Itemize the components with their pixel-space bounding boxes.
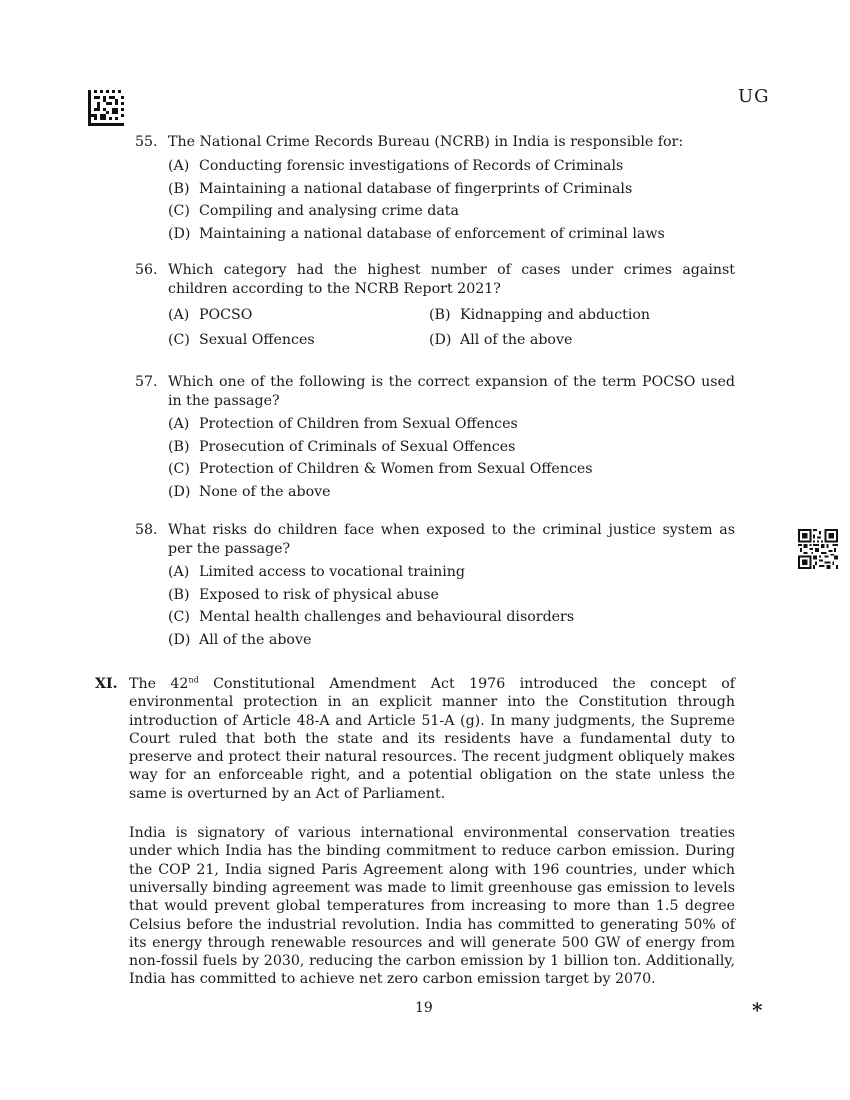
option-a — [168, 305, 429, 325]
section-number: XI. — [95, 676, 118, 692]
question-55 — [135, 133, 735, 245]
option-c — [168, 606, 735, 629]
option-text: All of the above — [460, 332, 573, 348]
question-text: Which one of the following is the correct expansion of the term POCSO used in the passage? — [168, 374, 735, 409]
option-label: (D) — [168, 225, 191, 242]
option-text: Conducting forensic investigations of Records of Criminals — [199, 158, 624, 174]
option-label: (B) — [168, 586, 190, 603]
footer-mark: * — [752, 998, 763, 1022]
option-a — [168, 155, 735, 178]
question-56 — [135, 261, 735, 350]
option-label: (C) — [168, 461, 190, 477]
page-tag: UG — [738, 86, 770, 107]
passage-paragraph-1 — [129, 675, 735, 803]
option-label: (A) — [168, 416, 190, 432]
option-label: (C) — [168, 203, 190, 219]
option-text: Kidnapping and abduction — [460, 307, 651, 323]
question-57 — [135, 373, 735, 503]
question-number: 56. — [135, 262, 158, 278]
option-d — [168, 629, 735, 652]
question-number: 55. — [135, 134, 158, 150]
option-b — [168, 584, 735, 607]
option-label: (D) — [168, 631, 191, 648]
option-label: (B) — [168, 438, 190, 455]
option-label: (D) — [429, 332, 452, 348]
question-number: 58. — [135, 522, 158, 538]
option-b — [168, 178, 735, 201]
option-label: (A) — [168, 158, 190, 174]
option-d — [168, 223, 735, 246]
option-a — [168, 413, 735, 436]
option-c — [168, 458, 735, 481]
option-text: Sexual Offences — [199, 332, 315, 348]
option-text: Prosecution of Criminals of Sexual Offences — [199, 438, 516, 455]
question-number: 57. — [135, 374, 158, 390]
question-text: What risks do children face when exposed to the criminal justice system as per the passage? — [168, 522, 735, 557]
option-text: Maintaining a national database of fingerprints of Criminals — [199, 180, 633, 197]
option-text: Mental health challenges and behavioural disorders — [199, 609, 575, 625]
ordinal-suffix: nd — [188, 675, 199, 685]
option-c — [168, 200, 735, 223]
option-text: None of the above — [199, 483, 331, 500]
option-a — [168, 561, 735, 584]
option-text: Exposed to risk of physical abuse — [199, 586, 439, 603]
option-text: Protection of Children from Sexual Offences — [199, 416, 518, 432]
question-text: Which category had the highest number of cases under crimes against children according to the NCRB Report 2021? — [168, 262, 735, 297]
passage-text: The 42 — [129, 676, 189, 692]
passage-paragraph-2: India is signatory of various international environmental conservation treaties under which India has the binding commitment to reduce carbon emission. During the COP 21, India signed Paris Agreement along with 196 countries, under which universally binding agreement was made to limit greenhouse gas emission to levels that would prevent global temperatures from increasing to more than 1.5 degree Celsius before the industrial revolution. India has committed to generating 50% of its energy through renewable resources and will generate 500 GW of energy from non-fossil fuels by 2030, reducing the carbon emission by 1 billion ton. Additionally, India has committed to achieve net zero carbon emission target by 2070. — [129, 825, 735, 988]
passage-section-xi — [95, 675, 735, 989]
option-c — [168, 330, 429, 350]
barcode-icon — [88, 90, 124, 126]
option-b — [168, 436, 735, 459]
options-grid — [168, 305, 735, 350]
page-number: 19 — [415, 1000, 433, 1016]
option-text: POCSO — [199, 307, 253, 323]
option-text: Maintaining a national database of enforcement of criminal laws — [199, 225, 665, 242]
option-b — [429, 305, 689, 325]
question-58 — [135, 521, 735, 651]
passage-text: Constitutional Amendment Act 1976 introduced the concept of environmental protection in an explicit manner into the Constitution through introduction of Article 48-A and Article 51-A (g). In many judgments, the Supreme Court ruled that both the state and its residents have a fundamental duty to preserve and protect their natural resources. The recent judgment obliquely makes way for an enforceable right, and a potential obligation on the state unless the same is overturned by an Act of Parliament. — [129, 676, 735, 802]
option-label: (C) — [168, 609, 190, 625]
option-label: (A) — [168, 307, 190, 323]
option-label: (A) — [168, 564, 190, 580]
option-text: Compiling and analysing crime data — [199, 203, 459, 219]
option-d — [168, 481, 735, 504]
option-d — [429, 330, 689, 350]
option-label: (B) — [429, 307, 451, 323]
qr-code-icon — [798, 529, 838, 569]
option-text: Limited access to vocational training — [199, 564, 465, 580]
option-label: (D) — [168, 483, 191, 500]
option-text: All of the above — [199, 631, 312, 648]
option-label: (C) — [168, 332, 190, 348]
option-label: (B) — [168, 180, 190, 197]
question-text: The National Crime Records Bureau (NCRB) in India is responsible for: — [168, 134, 684, 150]
option-text: Protection of Children & Women from Sexual Offences — [199, 461, 593, 477]
